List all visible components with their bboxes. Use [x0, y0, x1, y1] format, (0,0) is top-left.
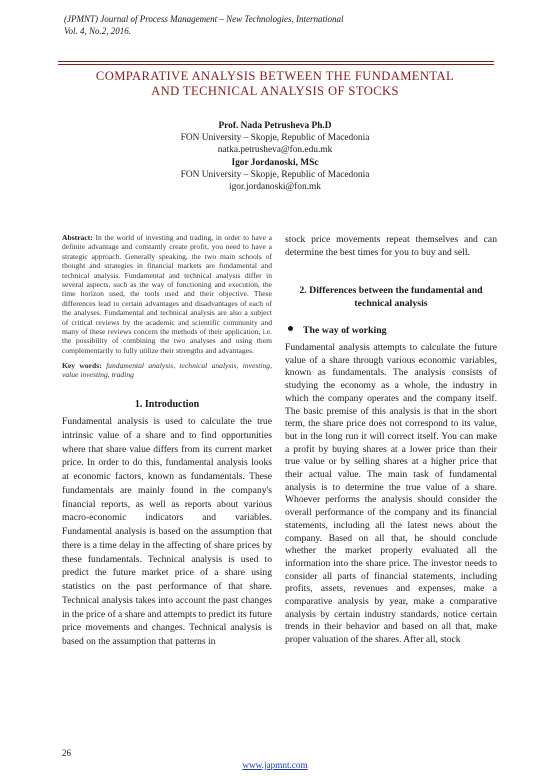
- journal-volume: Vol. 4, No.2, 2016.: [64, 25, 132, 36]
- keywords-label: Key words:: [62, 361, 102, 370]
- title-line-1: COMPARATIVE ANALYSIS BETWEEN THE FUNDAMENTAL: [95, 69, 455, 83]
- header-rule-bottom: [58, 64, 494, 65]
- abstract-label: Abstract:: [62, 233, 93, 242]
- bullet-icon: [288, 326, 293, 331]
- author-1-email: natka.petrusheva@fon.edu.mk: [217, 145, 333, 156]
- paper-title: [60, 69, 490, 98]
- abstract-text: In the world of investing and trading, in order to have a definite advantage and constantly create profit, you need to have a strategic approach. Generally speaking, the two main schools of thought and strategies in financial markets are fundamental and technical analysis. Fundamental and technical analysis differ in several aspects, such as the way of functioning and execution, the time horizon used, the tools used and their objective. These differences lead to certain advantages and disadvantages of each of the analyses. Fundamental and technical analysis are also a subject of critical reviews by the academic and scientific community and many of these reviews concern the methods of their application, i.e. the possibility of combining the two analyses and using them complementarily to fully utilize their strengths and advantages.: [62, 233, 272, 355]
- journal-name: (JPMNT) Journal of Process Management – New Technologies, International: [64, 14, 344, 24]
- section-2-body: Fundamental analysis attempts to calculate the future value of a share through various economic variables, known as fundamentals. The analysis consists of studying the economy as a whole, the industry in which the company operates and the company itself. The basic premise of this analysis is that in the short term, the share price does not correspond to its value, but in the long run it will correct itself. You can make a profit by buying shares at a lower price than their true value or by selling shares at a higher price that their actual value. The main task of fundamental analysis is to determine the true value of a share. Whoever performs the analysis should consider the overall performance of the company and its financial statements, including all the latest news about the company. Based on all that, he should conclude whether the market properly evaluated all the information into the share price. The investor needs to consider all parts of financial statements, including profits, assets, revenues and expenses, make a comparative analysis by year, make a comparative analysis by certain industry standards, notice certain trends in their behavior and based on all that, make proper valuation of the shares. After all, stock: [285, 342, 497, 646]
- author-1-name: Prof. Nada Petrusheva Ph.D: [218, 121, 332, 131]
- title-line-2: AND TECHNICAL ANALYSIS OF STOCKS: [151, 83, 399, 98]
- author-1-affiliation: FON University – Skopje, Republic of Macedonia: [180, 133, 370, 144]
- section-1-heading: 1. Introduction: [134, 399, 200, 410]
- section-1-body: Fundamental analysis is used to calculate the true intrinsic value of a share and to find opportunities where that share value differs from its current market price. In order to do this, fundamental analysis looks at economic factors, known as fundamentals. These fundamentals are mainly found in the company's financial reports, as well as reports about various macro-economic indicators and variables. Fundamental analysis is based on the assumption that there is a time delay in the affecting of share prices by these fundamentals. Technical analysis is used to predict the future market price of a share using statistics on the past performance of that share. Technical analysis takes into account the past changes in the price of a share and attempts to predict its future price movements and changes. Technical analysis is based on the assumption that patterns in: [62, 416, 272, 647]
- keywords: [62, 361, 272, 380]
- subsection-heading: [288, 325, 387, 336]
- abstract: [62, 233, 272, 355]
- author-block: [60, 120, 490, 193]
- journal-header: [64, 14, 344, 37]
- author-2-email: igor.jordanoski@fon.mk: [229, 182, 321, 193]
- author-2-affiliation: FON University – Skopje, Republic of Macedonia: [180, 169, 370, 180]
- section-2-heading: 2. Differences between the fundamental and technical analysis: [299, 285, 483, 309]
- header-rule-top: [58, 61, 494, 62]
- subsection-heading-text: The way of working: [303, 325, 387, 336]
- keywords-text: fundamental analysis, technical analysis, investing, value investing, trading: [62, 361, 272, 380]
- right-column-continuation: stock price movements repeat themselves and can determine the best times for you to buy and sell.: [285, 234, 497, 259]
- page-number: 26: [62, 748, 71, 758]
- footer-url-link[interactable]: www.japmnt.com: [242, 760, 308, 770]
- author-2-name: Igor Jordanoski, MSc: [231, 157, 319, 168]
